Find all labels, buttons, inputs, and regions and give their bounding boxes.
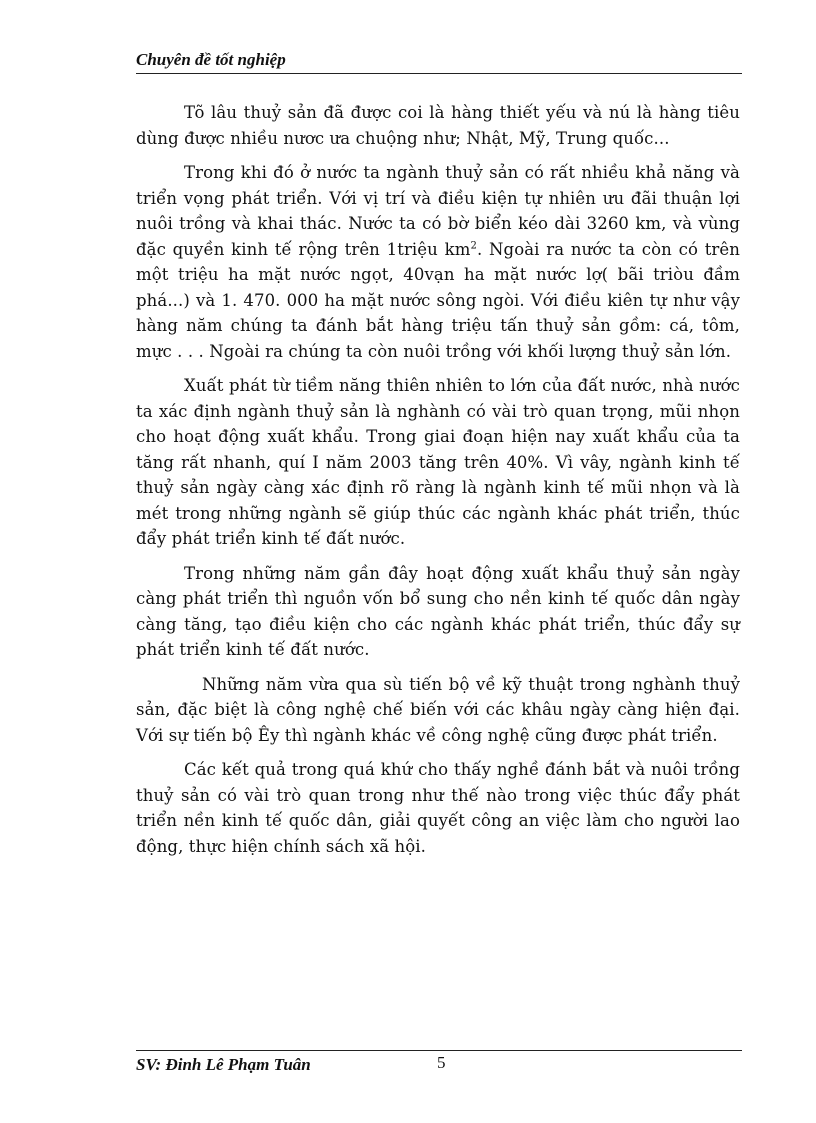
paragraph-6: Các kết quả trong quá khứ cho thấy nghề đánh bắt và nuôi trồng thuỷ sản có vài trò quan trong như thế nào trong việc thúc đẩy phát triển nền kinh tế quốc dân, giải quyết công an việc làm cho người lao động, thực hiện chính sách xã hội. <box>136 760 740 856</box>
paragraph-5: Những năm vừa qua sù tiến bộ về kỹ thuật trong nghành thuỷ sản, đặc biệt là công nghệ chế biến với các khâu ngày càng hiện đại. Với sự tiến bộ Êy thì ngành khác về công nghệ cũng được phát triển. <box>136 674 740 745</box>
footer-rule <box>136 1050 742 1051</box>
km-superscript: 2 <box>470 240 477 251</box>
paragraph-4: Trong những năm gần đây hoạt động xuất khẩu thuỷ sản ngày càng phát triển thì nguồn vốn bổ sung cho nền kinh tế quốc dân ngày càng tăng, tạo điều kiện cho các ngành khác phát triển, thúc đẩy sự phát triển kinh tế đất nước. <box>136 563 740 659</box>
page-number: 5 <box>437 1053 446 1072</box>
paragraph-1: Tõ lâu thuỷ sản đã được coi là hàng thiết yếu và nú là hàng tiêu dùng được nhiều nươc ưa chuộng như; Nhật, Mỹ, Trung quốc... <box>136 103 740 148</box>
header-rule <box>136 73 742 74</box>
paragraph-3: Xuất phát từ tiềm năng thiên nhiên to lớn của đất nước, nhà nước ta xác định ngành thuỷ sản là nghành có vài trò quan trọng, mũi nhọn cho hoạt động xuất khẩu. Trong giai đoạn hiện nay xuất khẩu của ta tăng rất nhanh, quí I năm 2003 tăng trên 40%. Vì vây, ngành kinh tế thuỷ sản ngày càng xác định rõ ràng là ngành kinh tế mũi nhọn và là mét trong những ngành sẽ giúp thúc các ngành khác phát triển, thúc đẩy phát triển kinh tế đất nước. <box>136 376 740 548</box>
paragraph-2-part-2: . Ngoài ra nước ta còn có trên một triệu ha mặt nước ngọt, 40vạn ha mặt nước lợ( bãi triòu đầm phá...) và 1. 470. 000 ha mặt nước sông ngòi. Với điều kiên tự như vậy hàng năm chúng ta đánh bắt hàng triệu tấn thuỷ sản gồm: cá, tôm, mực . . . Ngoài ra chúng ta còn nuôi trồng với khối lượng thuỷ sản lớn. <box>136 239 741 361</box>
header-title: Chuyên đề tốt nghiệp <box>136 50 286 69</box>
document-body <box>136 100 740 868</box>
paragraph-2-part-1: Trong khi đó ở nước ta ngành thuỷ sản có rất nhiều khả năng và triển vọng phát triển. Với vị trí và điều kiện tự nhiên ưu đãi thuận lợi nuôi trồng và khai thác. Nước ta có bờ biển kéo dài 3260 km, và vùng đặc quyền kinh tế rộng trên 1triệu km <box>136 163 740 259</box>
paragraph-2 <box>136 160 740 364</box>
footer-author: SV: Đinh Lê Phạm Tuân <box>136 1055 311 1074</box>
